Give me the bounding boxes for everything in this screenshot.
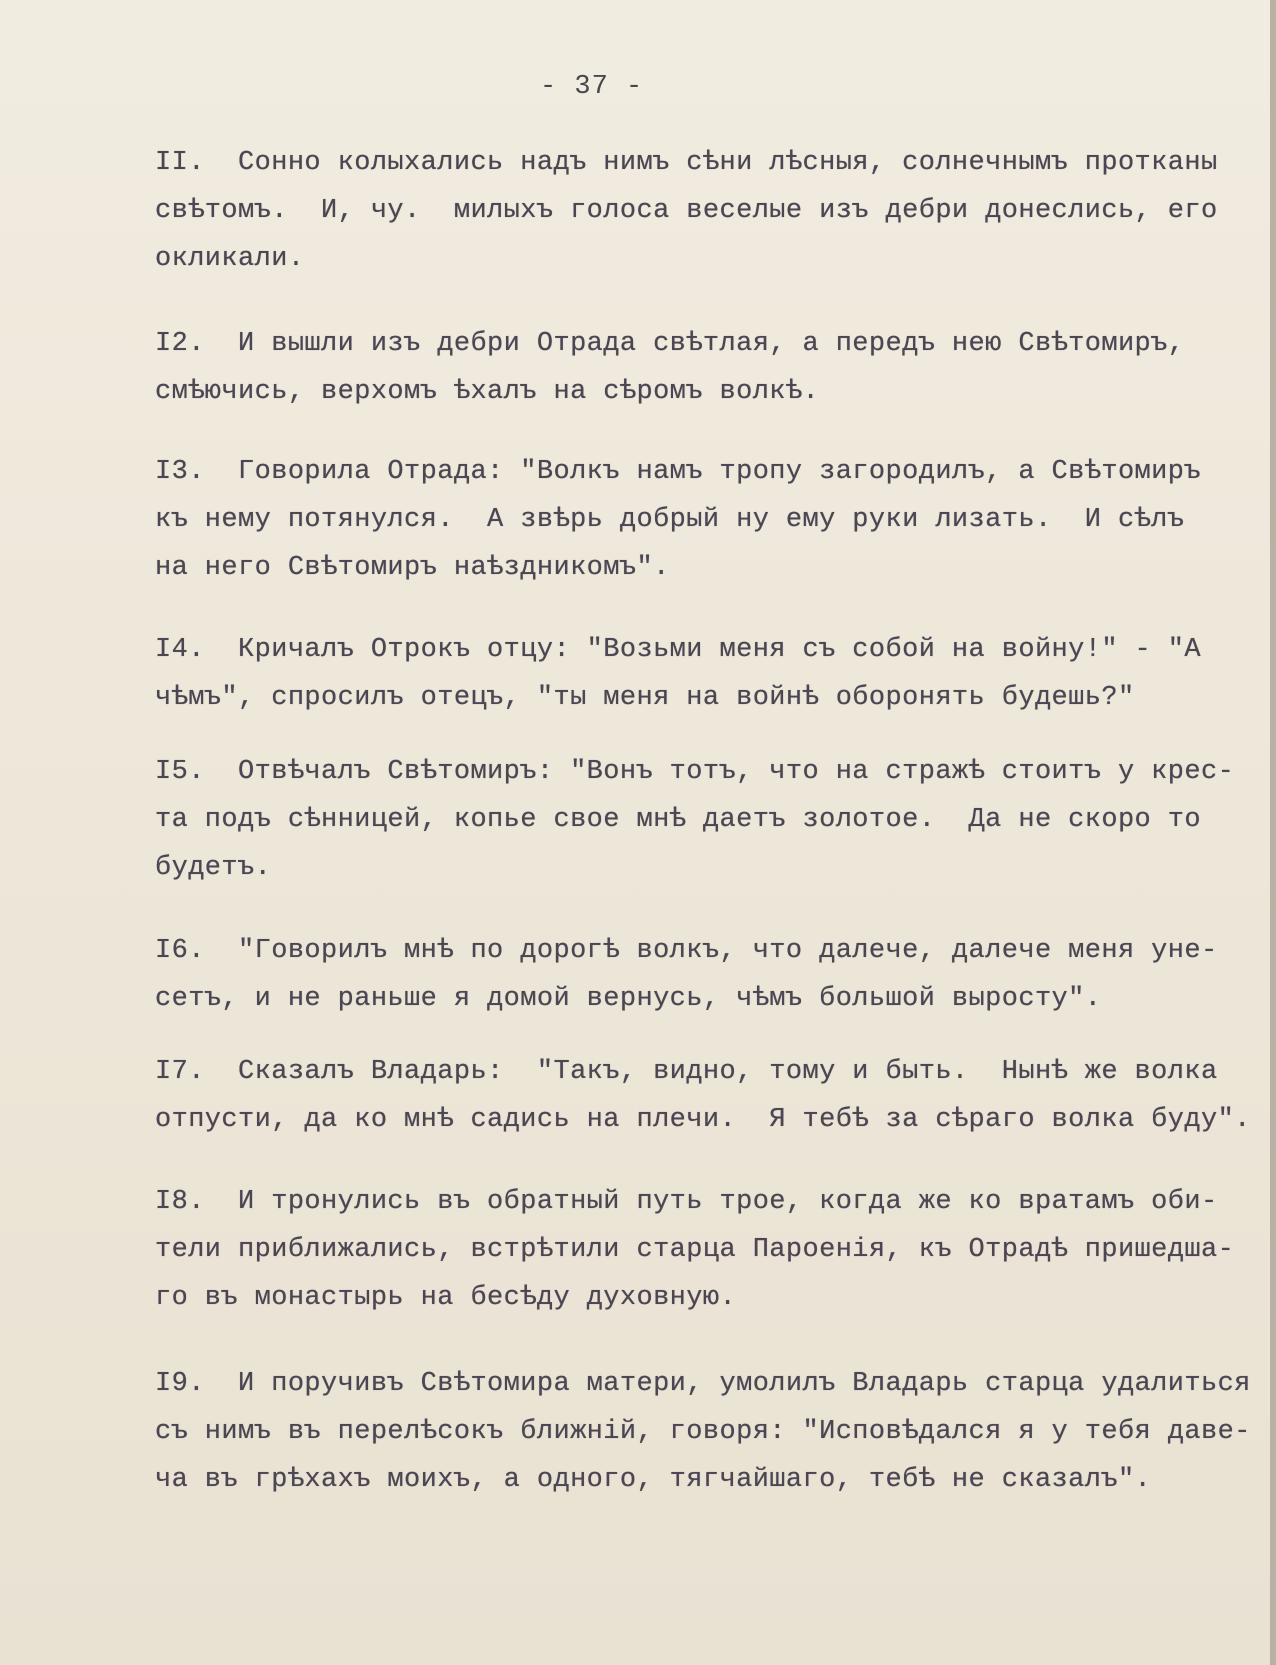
text-line: будетъ. (155, 853, 272, 883)
paragraph-18 (155, 1178, 1235, 1322)
text-line: свѣтомъ. И, чу. милыхъ голоса веселые изъ дебри донеслись, его (155, 196, 1218, 226)
text-line: окликали. (155, 244, 305, 274)
paragraph-16 (155, 927, 1235, 1023)
text-line: смѣючись, верхомъ ѣхалъ на сѣромъ волкѣ. (155, 377, 820, 407)
text-line: I3. Говорила Отрада: "Волкъ намъ тропу загородилъ, а Свѣтомиръ (155, 457, 1201, 487)
text-line: I8. И тронулись въ обратный путь трое, когда же ко вратамъ оби- (155, 1187, 1218, 1217)
paragraph-15 (155, 748, 1235, 892)
paragraph-17 (155, 1048, 1251, 1144)
text-line: I4. Кричалъ Отрокъ отцу: "Возьми меня съ собой на войну!" - "А (155, 635, 1201, 665)
text-line: та подъ сѣнницей, копье свое мнѣ даетъ золотое. Да не скоро то (155, 805, 1201, 835)
text-line: къ нему потянулся. А звѣрь добрый ну ему руки лизать. И сѣлъ (155, 505, 1185, 535)
paragraph-12 (155, 320, 1235, 416)
text-line: чѣмъ", спросилъ отецъ, "ты меня на войнѣ оборонять будешь?" (155, 683, 1135, 713)
text-line: ча въ грѣхахъ моихъ, а одного, тягчайшаго, тебѣ не сказалъ". (155, 1465, 1152, 1495)
text-line: I5. Отвѣчалъ Свѣтомиръ: "Вонъ тотъ, что на стражѣ стоитъ у крес- (155, 757, 1235, 787)
text-line: II. Сонно колыхались надъ нимъ сѣни лѣсныя, солнечнымъ протканы (155, 148, 1218, 178)
text-line: I6. "Говорилъ мнѣ по дорогѣ волкъ, что далече, далече меня уне- (155, 936, 1218, 966)
paragraph-13 (155, 448, 1235, 592)
text-line: I7. Сказалъ Владарь: "Такъ, видно, тому и быть. Нынѣ же волка (155, 1057, 1218, 1087)
text-line: отпусти, да ко мнѣ садись на плечи. Я тебѣ за сѣраго волка буду". (155, 1105, 1251, 1135)
page-edge (1270, 0, 1276, 1665)
text-line: тели приближались, встрѣтили старца Пароенія, къ Отрадѣ пришедша- (155, 1235, 1235, 1265)
text-line: I9. И поручивъ Свѣтомира матери, умолилъ Владарь старца удалиться (155, 1369, 1251, 1399)
paragraph-11 (155, 139, 1235, 283)
paragraph-14 (155, 626, 1235, 722)
text-line: сетъ, и не раньше я домой вернусь, чѣмъ большой выросту". (155, 984, 1102, 1014)
text-line: го въ монастырь на бесѣду духовную. (155, 1283, 737, 1313)
text-line: I2. И вышли изъ дебри Отрада свѣтлая, а передъ нею Свѣтомиръ, (155, 329, 1185, 359)
page-number: - 37 - (540, 72, 644, 102)
text-line: съ нимъ въ перелѣсокъ ближній, говоря: "Исповѣдался я у тебя даве- (155, 1417, 1251, 1447)
paragraph-19 (155, 1360, 1251, 1504)
text-line: на него Свѣтомиръ наѣздникомъ". (155, 553, 670, 583)
